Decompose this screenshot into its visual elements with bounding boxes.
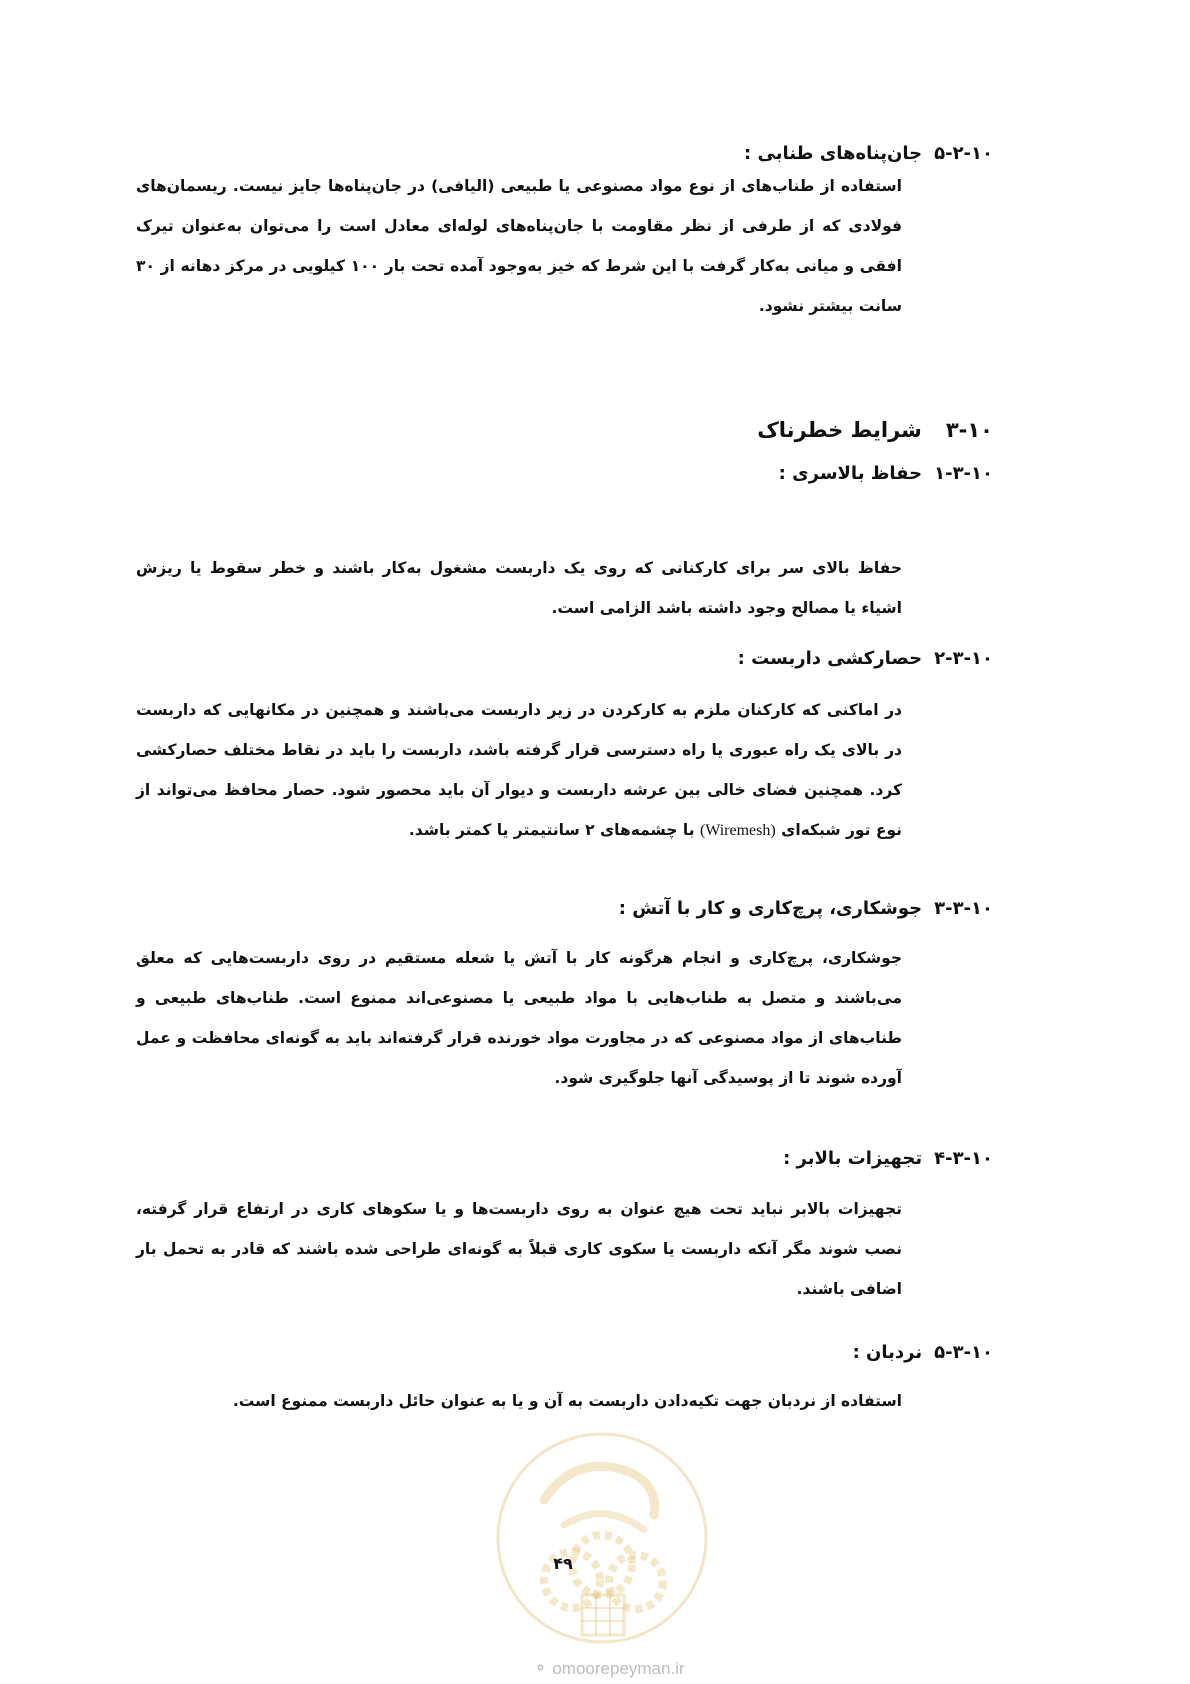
footer-url	[494, 1659, 724, 1679]
section-title: حفاظ بالاسری :	[778, 463, 923, 484]
section-number: ۳-۳-۱۰	[934, 898, 993, 919]
page-number: ۴۹	[553, 1554, 573, 1573]
section-title: تجهیزات بالابر :	[783, 1148, 923, 1169]
section-title: جوشکاری، پرچ‌کاری و کار با آتش :	[618, 898, 923, 919]
section-title: جان‌پناه‌های طنابی :	[744, 143, 923, 164]
section-number: ۳-۱۰	[945, 418, 993, 442]
section-number: ۵-۳-۱۰	[934, 1342, 993, 1363]
paragraph-welding: جوشکاری، پرچ‌کاری و انجام هرگونه کار با آتش یا شعله مستقیم در روی داربست‌هایی که معلق می‌باشند و متصل به طناب‌هایی با مواد طبیعی یا مصنوعی‌اند ممنوع است. طناب‌های طبیعی و طناب‌های از مواد مصنوعی که در مجاورت مواد خورنده قرار گرفته‌اند باید به گونه‌ای محافظت و عمل آورده شوند تا از پوسیدگی آنها جلوگیری شود.	[136, 949, 902, 1087]
paragraph-rope-guardrails: استفاده از طناب‌های از نوع مواد مصنوعی یا طبیعی (الیافی) در جان‌پناه‌ها جایز نیست. ریسمان‌های فولادی که از طرفی از نظر مقاومت با جان‌پناه‌های لوله‌ای معادل است را می‌توان به‌عنوان تیرک افقی و میانی به‌کار گرفت با این شرط که خیز به‌وجود آمده تحت بار ۱۰۰ کیلویی در مرکز دهانه از ۳۰ سانت بیشتر نشود.	[136, 177, 902, 315]
section-heading-2-3-10	[738, 648, 993, 669]
section-heading-3-10	[757, 418, 993, 442]
section-heading-5-2-10	[744, 143, 993, 164]
paragraph-ladder: استفاده از نردبان جهت تکیه‌دادن داربست به آن و یا به عنوان حائل داربست ممنوع است.	[232, 1392, 902, 1410]
paragraph-overhead-protection: حفاظ بالای سر برای کارکنانی که روی یک داربست مشغول به‌کار باشند و خطر سقوط یا ریزش اشیاء یا مصالح وجود داشته باشد الزامی است.	[136, 559, 902, 617]
paragraph-hoisting-equipment: تجهیزات بالابر نباید تحت هیچ عنوان به روی داربست‌ها و یا سکوهای کاری در ارتفاع قرار گرفته، نصب شوند مگر آنکه داربست یا سکوی کاری قبلاً به گونه‌ای طراحی شده باشند که قادر به تحمل بار اضافی باشند.	[136, 1200, 902, 1298]
section-heading-4-3-10	[783, 1148, 993, 1169]
wiremesh-term: (Wiremesh)	[699, 822, 776, 839]
globe-icon: ⚬	[533, 1659, 548, 1678]
section-number: ۱-۳-۱۰	[934, 463, 993, 484]
section-number: ۵-۲-۱۰	[934, 143, 993, 164]
paragraph-text: در اماکنی که کارکنان ملزم به کارکردن در زیر داربست می‌باشند و همچنین در مکانهایی که داربست در بالای یک راه عبوری یا راه دسترسی قرار گرفته باشد، داربست را باید در نقاط مختلف حصارکشی کرد. همچنین فضای خالی بین عرشه داربست و دیوار آن باید محصور شود. حصار محافظ می‌تواند از نوع تور شبکه‌ای	[136, 701, 902, 839]
section-heading-1-3-10	[779, 463, 993, 484]
paragraph-scaffold-fencing	[136, 690, 902, 851]
section-title: نردبان :	[852, 1342, 923, 1363]
section-heading-3-3-10	[619, 898, 993, 919]
section-heading-5-3-10	[853, 1342, 993, 1363]
section-title: شرایط خطرناک	[757, 418, 922, 442]
section-number: ۲-۳-۱۰	[934, 648, 993, 669]
footer-url-text: omoorepeyman.ir	[552, 1659, 685, 1678]
paragraph-text: با چشمه‌های ۲ سانتیمتر یا کمتر باشد.	[408, 821, 695, 839]
section-title: حصارکشی داربست :	[737, 648, 923, 669]
watermark-logo	[494, 1430, 710, 1646]
section-number: ۴-۳-۱۰	[934, 1148, 993, 1169]
